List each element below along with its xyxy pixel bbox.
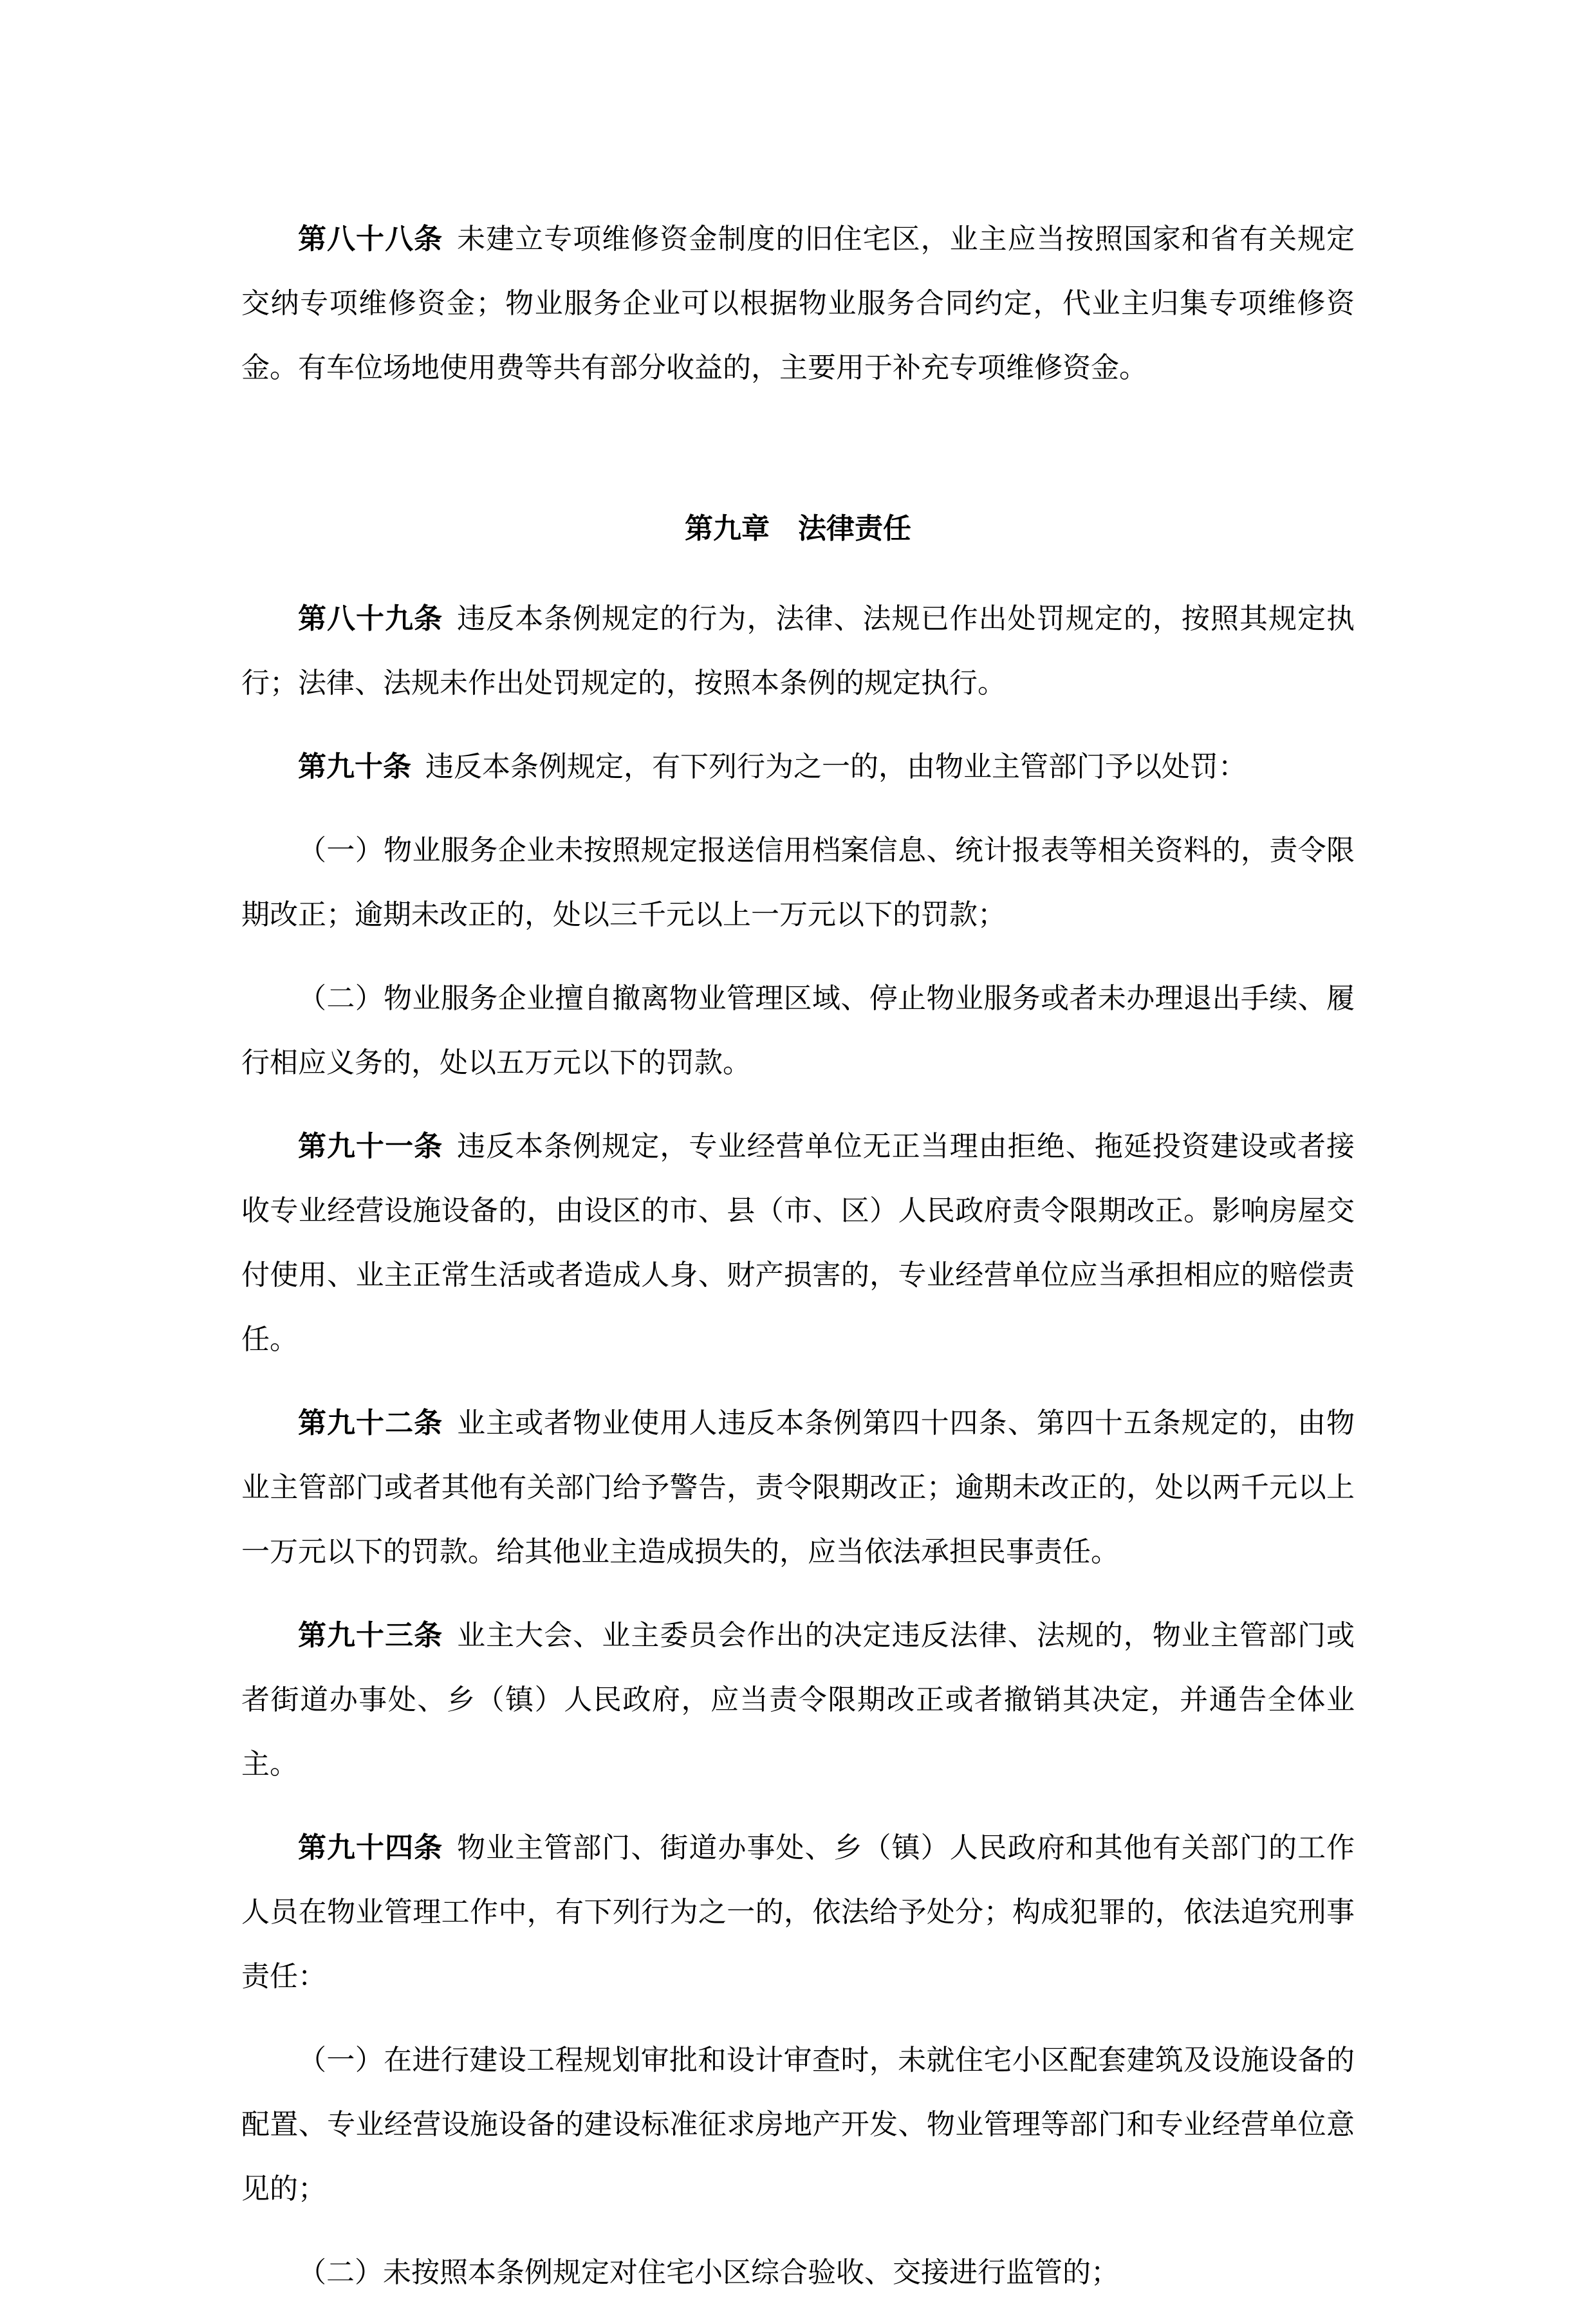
article-paragraph xyxy=(241,735,1355,799)
article-text: 物业主管部门、街道办事处、乡（镇）人民政府和其他有关部门的工作人员在物业管理工作中，有下列行为之一的，依法给予处分；构成犯罪的，依法追究刑事责任： xyxy=(241,1831,1355,1993)
article-paragraph xyxy=(241,1816,1355,2009)
article-text: 违反本条例规定的行为，法律、法规已作出处罚规定的，按照其规定执行；法律、法规未作出处罚规定的，按照本条例的规定执行。 xyxy=(241,602,1355,699)
article-paragraph xyxy=(241,1391,1355,1584)
article-number: 第九十三条 xyxy=(298,1619,443,1652)
article-number: 第九十一条 xyxy=(298,1130,443,1163)
article-number: 第八十九条 xyxy=(298,602,443,635)
article-paragraph xyxy=(241,587,1355,716)
list-item-paragraph: （一）物业服务企业未按照规定报送信用档案信息、统计报表等相关资料的，责令限期改正；逾期未改正的，处以三千元以上一万元以下的罚款； xyxy=(241,834,1355,931)
list-item-paragraph: （二）物业服务企业擅自撤离物业管理区域、停止物业服务或者未办理退出手续、履行相应义务的，处以五万元以下的罚款。 xyxy=(241,982,1355,1079)
article-number: 第九十条 xyxy=(298,750,411,783)
article-text: 业主或者物业使用人违反本条例第四十四条、第四十五条规定的，由物业主管部门或者其他有关部门给予警告，责令限期改正；逾期未改正的，处以两千元以上一万元以下的罚款。给其他业主造成损失的，应当依法承担民事责任。 xyxy=(241,1407,1355,1568)
list-item-paragraph: （二）未按照本条例规定对住宅小区综合验收、交接进行监管的； xyxy=(298,2256,1119,2289)
article-text: 业主大会、业主委员会作出的决定违反法律、法规的，物业主管部门或者街道办事处、乡（镇）人民政府，应当责令限期改正或者撤销其决定，并通告全体业主。 xyxy=(241,1619,1355,1781)
document-body xyxy=(241,207,1355,2305)
article-text: 违反本条例规定，有下列行为之一的，由物业主管部门予以处罚： xyxy=(425,750,1247,783)
article-number: 第九十二条 xyxy=(298,1407,443,1439)
article-text: 未建立专项维修资金制度的旧住宅区，业主应当按照国家和省有关规定交纳专项维修资金；物业服务企业可以根据物业服务合同约定，代业主归集专项维修资金。有车位场地使用费等共有部分收益的，主要用于补充专项维修资金。 xyxy=(241,223,1355,384)
article-number: 第九十四条 xyxy=(298,1831,443,1864)
article-paragraph xyxy=(241,1115,1355,1372)
article-number: 第八十八条 xyxy=(298,223,443,255)
chapter-heading: 第九章 法律责任 xyxy=(685,512,911,545)
article-paragraph xyxy=(241,1604,1355,1797)
article-text: 违反本条例规定，专业经营单位无正当理由拒绝、拖延投资建设或者接收专业经营设施设备的，由设区的市、县（市、区）人民政府责令限期改正。影响房屋交付使用、业主正常生活或者造成人身、财产损害的，专业经营单位应当承担相应的赔偿责任。 xyxy=(241,1130,1355,1356)
article-paragraph xyxy=(241,207,1355,400)
list-item-paragraph: （一）在进行建设工程规划审批和设计审查时，未就住宅小区配套建筑及设施设备的配置、专业经营设施设备的建设标准征求房地产开发、物业管理等部门和专业经营单位意见的； xyxy=(241,2044,1355,2205)
